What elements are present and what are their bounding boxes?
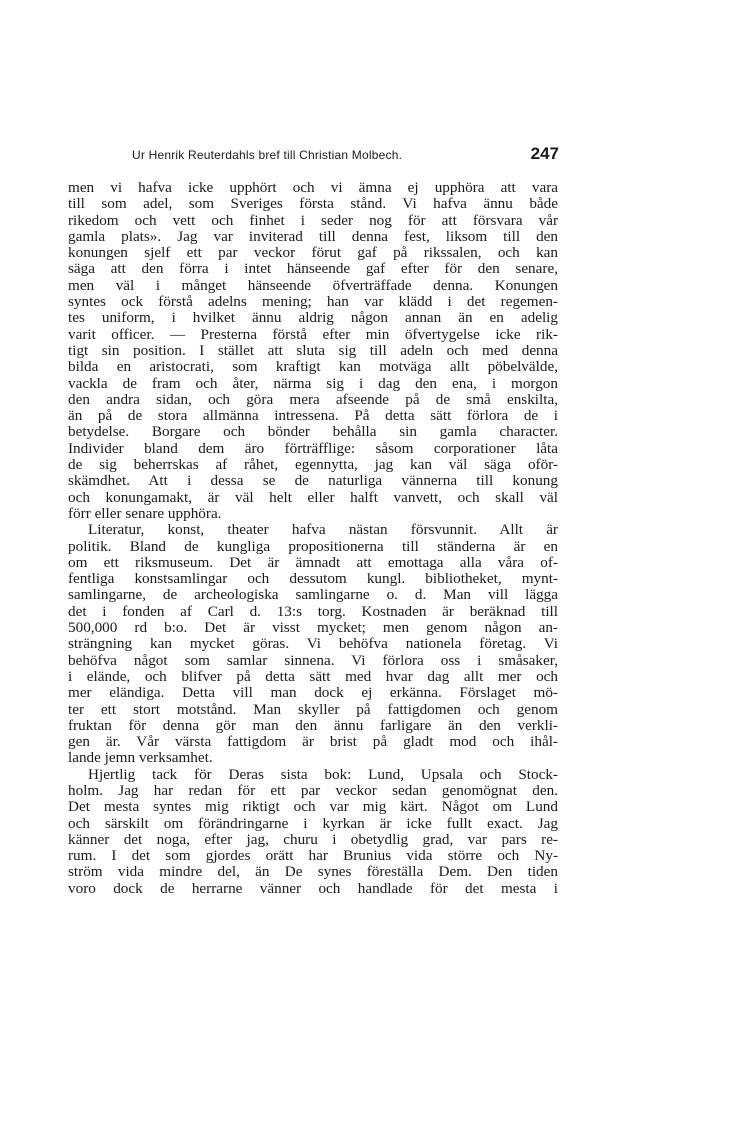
- text-line: och konungamakt, är väl helt eller halft vanvett, och skall väl: [68, 489, 558, 506]
- text-line: till som adel, som Sveriges första stånd. Vi hafva ännu både: [68, 196, 558, 213]
- text-line: 500,000 rd b:o. Det är visst mycket; men genom någon an-: [68, 620, 558, 637]
- text-line: fentliga konstsamlingar och dessutom kungl. bibliotheket, mynt-: [68, 571, 558, 588]
- text-line: Det mesta syntes mig riktigt och var mig kärt. Något om Lund: [68, 799, 558, 816]
- text-line: det i fonden af Carl d. 13:s torg. Kostnaden är beräknad till: [68, 603, 558, 620]
- text-line: rikedom och vett och finhet i seder nog för att försvara vår: [68, 212, 558, 229]
- page-number: 247: [530, 144, 559, 163]
- text-line: förr eller senare upphöra.: [68, 505, 222, 522]
- text-line: vackla de fram och åter, närma sig i dag den ena, i morgon: [68, 375, 558, 392]
- text-line: holm. Jag har redan för ett par veckor sedan genomögnat den.: [68, 782, 558, 799]
- text-line: ström vida mindre del, än De synes föreställa Dem. Den tiden: [68, 864, 558, 881]
- text-line: betydelse. Borgare och bönder behålla sin gamla character.: [68, 424, 558, 441]
- text-line: men vi hafva icke upphört och vi ämna ej upphöra att vara: [68, 180, 558, 196]
- text-line: varit officer. — Presterna förstå efter min öfvertygelse icke rik-: [68, 326, 558, 343]
- text-line: samlingarne, de archeologiska samlingarne o. d. Man vill lägga: [68, 587, 558, 604]
- text-line: ter ett stort motstånd. Man skyller på fattigdomen och genom: [68, 701, 558, 718]
- text-line: strängning kan mycket göras. Vi behöfva nationela företag. Vi: [68, 636, 558, 653]
- text-line: lande jemn verksamhet.: [68, 750, 213, 767]
- text-line: politik. Bland de kungliga propositionerna till ständerna är en: [68, 538, 558, 555]
- text-line: den andra sidan, och göra mera afseende på de små enskilta,: [68, 391, 558, 408]
- text-line: fruktan för denna gör man den ännu farligare än den verkli-: [68, 717, 558, 734]
- text-line: tigt sin position. I stället att sluta sig till adeln och med denna: [68, 342, 558, 359]
- text-line: gamla plats». Jag var inviterad till denna fest, liksom till den: [68, 228, 558, 245]
- text-line: om ett riksmuseum. Det är ämnadt att emottaga alla våra of-: [68, 554, 558, 571]
- text-line: Hjertlig tack för Deras sista bok: Lund, Upsala och Stock-: [88, 766, 558, 783]
- text-line: i elände, och blifver på detta sätt med hvar dag allt mer och: [68, 668, 558, 685]
- text-line: tes uniform, i hvilket ännu aldrig någon annan än en adelig: [68, 310, 558, 327]
- text-line: skämdhet. Att i dessa se de naturliga vännerna till konung: [68, 473, 558, 490]
- text-line: gen är. Vår värsta fattigdom är brist på gladt mod och ihål-: [68, 734, 558, 751]
- text-line: konungen sjelf ett par veckor förut gaf på rikssalen, och kan: [68, 245, 558, 262]
- text-line: de sig beherrskas af råhet, egennytta, jag kan väl säga oför-: [68, 457, 558, 474]
- text-line: säga att den förra i intet hänseende gaf efter för den senare,: [68, 261, 558, 278]
- body-text: [68, 180, 558, 897]
- text-line: voro dock de herrarne vänner och handlade för det mesta i: [68, 880, 558, 897]
- text-line: mer eländiga. Detta vill man dock ej erkänna. Förslaget mö-: [68, 685, 558, 702]
- text-line: bilda en aristocrati, som kraftigt kan motväga allt pöbelvälde,: [68, 359, 558, 376]
- text-line: än på de stora allmänna intressena. På detta sätt förlora de i: [68, 408, 558, 425]
- running-head: [132, 146, 559, 166]
- text-line: behöfva något som samlar sinnena. Vi förlora oss i småsaker,: [68, 652, 558, 669]
- text-line: rum. I det som gjordes orätt har Brunius vida större och Ny-: [68, 848, 558, 865]
- running-title: Ur Henrik Reuterdahls bref till Christian Molbech.: [132, 148, 403, 162]
- text-line: Literatur, konst, theater hafva nästan försvunnit. Allt är: [88, 522, 558, 539]
- text-line: men väl i månget hänseende öfverträffade denna. Konungen: [68, 277, 558, 294]
- text-line: och särskilt om förändringarne i kyrkan är icke fullt exact. Jag: [68, 815, 558, 832]
- text-line: syntes ock förstå adelns mening; han var klädd i det regemen-: [68, 294, 558, 311]
- text-line: känner det noga, efter jag, churu i obetydlig grad, var pars re-: [68, 831, 558, 848]
- text-line: Individer bland dem äro förträfflige: såsom corporationer låta: [68, 440, 558, 457]
